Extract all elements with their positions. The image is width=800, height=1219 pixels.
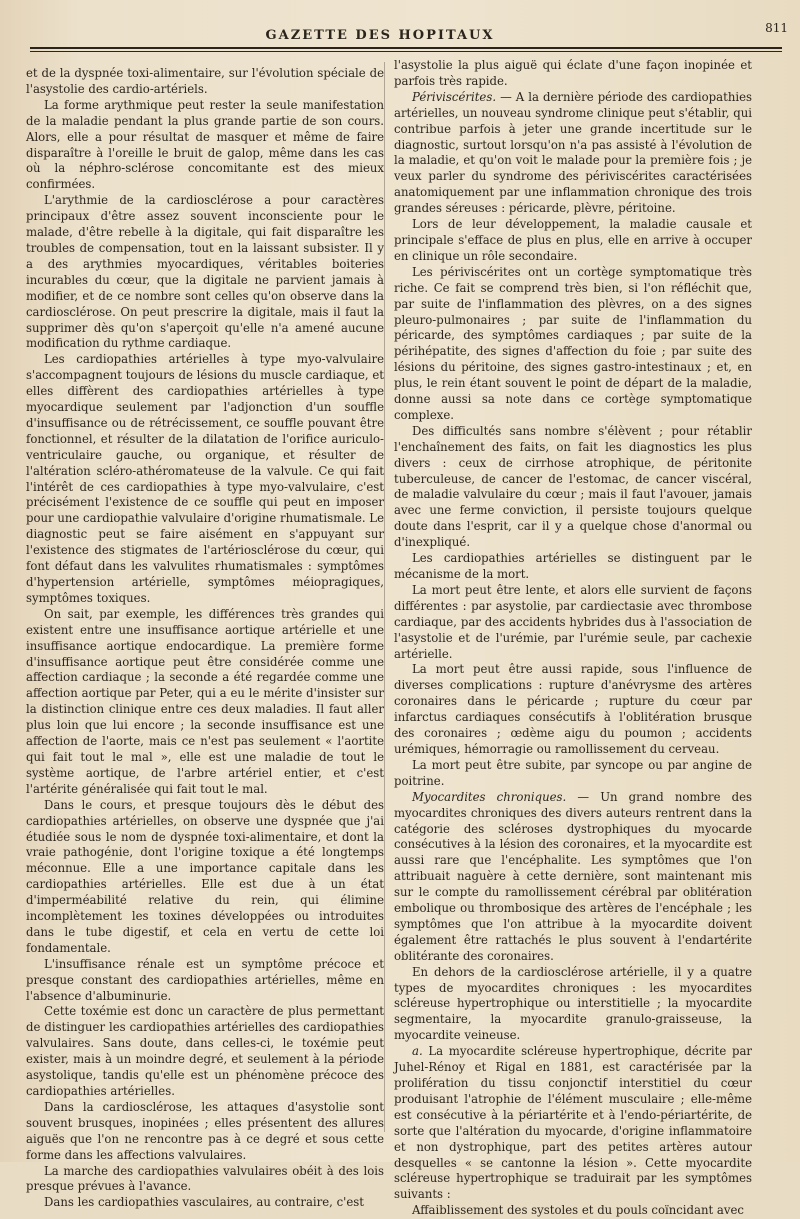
paragraph-text: — A la dernière période des cardiopathies artérielles, un nouveau syndrome clinique peut s'établir, qui contribue parfois à jeter une grande incertitude sur le diagnostic, surtout lorsqu'on n'a pas assisté à l'évolution de la maladie, et qu'on voit le malade pour la première fois ; je veux parler du syndrome des périviscérites caractérisées anatomiquement par une inflammation chronique des trois grandes séreuses : péricarde, plèvre, péritoine. <box>394 89 752 216</box>
paragraph-text: Affaiblissement des systoles et du pouls coïncidant avec <box>412 1203 744 1218</box>
journal-title: GAZETTE DES HOPITAUX <box>265 28 495 43</box>
paragraph-text: La mort peut être aussi rapide, sous l'influence de diverses complications : rupture d'anévrysme des artères coronaires dans le péricarde ; rupture du cœur par infarctus cardiaques consécutifs à l'oblitération brusque des coronaires ; œdème aigu du poumon ; accidents urémiques, hémorragie ou ramollissement du cerveau. <box>394 662 752 756</box>
column-divider <box>384 62 385 1132</box>
paragraph <box>394 758 752 790</box>
paragraph-text: l'asystolie la plus aiguë qui éclate d'une façon inopinée et parfois très rapide. <box>394 58 752 88</box>
paragraph <box>26 798 384 957</box>
paragraph <box>394 551 752 583</box>
paragraph <box>26 352 384 607</box>
paragraph <box>394 90 752 217</box>
paragraph <box>394 1044 752 1203</box>
section-heading: a. <box>412 1044 423 1059</box>
paragraph <box>26 1164 384 1196</box>
paragraph-text: Les cardiopathies artérielles se distinguent par le mécanisme de la mort. <box>394 551 752 581</box>
paragraph-text: La forme arythmique peut rester la seule manifestation de la maladie pendant la plus grande partie de son cours. Alors, elle a pour résultat de masquer et même de faire disparaître à l'oreille le bruit de galop, même dans les cas où la néphro-sclérose concomitante est des mieux confirmées. <box>26 97 384 192</box>
paragraph-text: La mort peut être lente, et alors elle survient de façons différentes : par asystolie, par cardiectasie avec thrombose cardiaque, par des accidents hybrides dus à l'association de l'asystolie et de l'urémie, par l'urémie seule, par cachexie artérielle. <box>394 582 752 661</box>
paragraph-text: Cette toxémie est donc un caractère de plus permettant de distinguer les cardiopathies artérielles des cardiopathies valvulaires. Sans doute, dans celles-ci, le toxémie peut exister, mais à un moindre degré, et seulement à la période asystolique, tandis qu'elle est un phénomène précoce des cardiopathies artérielles. <box>26 1004 384 1098</box>
paragraph-text: En dehors de la cardiosclérose artérielle, il y a quatre types de myocardites chroniques : les myocardites scléreuse hypertrophique ou interstitielle ; la myocardite segmentaire, la myocardite granulo-graisseuse, la myocardite veineuse. <box>394 964 752 1043</box>
paragraph <box>394 265 752 424</box>
paragraph-text: L'arythmie de la cardiosclérose a pour caractères principaux d'être assez souvent inconsciente pour le malade, d'être rebelle à la digitale, qui fait disparaître les troubles de compensation, tout en la laissant subsister. Il y a des arythmies myocardiques, véritables boiteries incurables du cœur, que la digitale ne parvient jamais à modifier, et de ce nombre sont celles qu'on observe dans la cardiosclérose. On peut prescrire la digitale, mais il faut la supprimer dès qu'on s'aperçoit qu'elle n'a amené aucune modification du rythme cardiaque. <box>26 193 384 351</box>
paragraph <box>394 662 752 757</box>
paragraph <box>26 957 384 1005</box>
paragraph <box>26 1004 384 1099</box>
section-heading: Périviscérites. <box>412 89 497 104</box>
paragraph-text: Dans le cours, et presque toujours dès le début des cardiopathies artérielles, on observe une dyspnée que j'ai étudiée sous le nom de dyspnée toxi-alimentaire, et dont la vraie pathogénie, dont l'origine toxique a été longtemps méconnue. Elle a une importance capitale dans les cardiopathies artérielles. Elle est due à un état d'imperméabilité relative du rein, qui élimine incomplètement les toxines développées ou introduites dans le tube digestif, et cela en vertu de cette loi fondamentale. <box>26 797 384 955</box>
paragraph <box>394 217 752 265</box>
page-number: 811 <box>765 21 788 35</box>
paragraph-text: Lors de leur développement, la maladie causale et principale s'efface de plus en plus, elle en arrive à occuper en clinique un rôle secondaire. <box>394 217 752 263</box>
right-column <box>394 58 752 1218</box>
paragraph-text: et de la dyspnée toxi-alimentaire, sur l'évolution spéciale de l'asystolie des cardio-artériels. <box>26 66 384 96</box>
paragraph <box>26 66 384 98</box>
paragraph-text: La marche des cardiopathies valvulaires obéit à des lois presque prévues à l'avance. <box>26 1163 384 1194</box>
paragraph-text: L'insuffisance rénale est un symptôme précoce et presque constant des cardiopathies artérielles, même en l'absence d'albuminurie. <box>26 956 384 1003</box>
paragraph <box>26 607 384 798</box>
paragraph <box>26 1100 384 1164</box>
paragraph <box>26 1195 384 1211</box>
paragraph-text: Les cardiopathies artérielles à type myo-valvulaire s'accompagnent toujours de lésions du muscle cardiaque, et elles diffèrent des cardiopathies artérielles à type myocardique seulement par l'adjonction d'un souffle d'insuffisance ou de rétrécissement, ce souffle pouvant être fonctionnel, et résulter de la dilatation de l'orifice auriculo-ventriculaire gauche, ou organique, et résulter de l'altération scléro-athéromateuse de la valvule. Ce qui fait l'intérêt de ces cardiopathies à type myo-valvulaire, c'est précisément l'existence de ce souffle qui peut en imposer pour une cardiopathie valvulaire d'origine rhumatismale. Le diagnostic peut se faire aisément en s'appuyant sur l'existence des stigmates de l'artériosclérose du cœur, qui font défaut dans les valvulites rhumatismales : symptômes d'hypertension artérielle, symptômes méiopragiques, symptômes toxiques. <box>26 352 384 605</box>
paragraph <box>394 965 752 1045</box>
paragraph <box>394 58 752 90</box>
paragraph <box>394 424 752 551</box>
left-column <box>26 66 384 1210</box>
paragraph <box>26 193 384 352</box>
header-rule-thick <box>30 47 782 49</box>
paragraph <box>394 583 752 663</box>
paragraph-text: Dans la cardiosclérose, les attaques d'asystolie sont souvent brusques, inopinées ; elles présentent des allures aiguës que l'on ne rencontre pas à ce degré et sous cette forme dans les affections valvulaires. <box>26 1099 384 1162</box>
paragraph-text: Dans les cardiopathies vasculaires, au contraire, c'est <box>44 1195 364 1210</box>
paragraph-text: La mort peut être subite, par syncope ou par angine de poitrine. <box>394 757 752 788</box>
header-rule-thin <box>30 51 782 52</box>
paragraph-text: On sait, par exemple, les différences très grandes qui existent entre une insuffisance aortique artérielle et une insuffisance aortique endocardique. La première forme d'insuffisance aortique peut être considérée comme une affection cardiaque ; la seconde a été regardée comme une affection aortique par Peter, qui a eu le mérite d'insister sur la distinction clinique entre ces deux maladies. Il faut aller plus loin que lui encore ; la seconde insuffisance est une affection de l'aorte, mais ce n'est pas seulement « l'aortite qui fait tout le mal », elle est une maladie de tout le système aortique, de l'arbre artériel entier, et c'est l'artérite généralisée qui fait tout le mal. <box>26 606 384 796</box>
page-header <box>30 18 790 58</box>
paragraph-text: Des difficultés sans nombre s'élèvent ; pour rétablir l'enchaînement des faits, on fait les diagnostics les plus divers : ceux de cirrhose atrophique, de péritonite tuberculeuse, de cancer de l'estomac, de cancer viscéral, de maladie valvulaire du cœur ; mais il faut l'avouer, jamais avec une ferme conviction, il persiste toujours quelque doute dans l'esprit, car il y a quelque chose d'anormal ou d'inexpliqué. <box>394 423 752 550</box>
paragraph-text: La myocardite scléreuse hypertrophique, décrite par Juhel-Rénoy et Rigal en 1881, est caractérisée par la prolifération du tissu conjonctif interstitiel du cœur produisant l'atrophie de l'élément musculaire ; elle-même est consécutive à la périartérite et à l'endo-périartérite, de sorte que l'altération du myocarde, d'origine inflammatoire et non dystrophique, part des petites artères autour desquelles « se cantonne la lésion ». Cette myocardite scléreuse hypertrophique se traduirait par les symptômes suivants : <box>394 1044 752 1202</box>
paragraph <box>26 98 384 193</box>
paragraph <box>394 790 752 965</box>
paragraph <box>394 1203 752 1219</box>
paragraph-text: — Un grand nombre des myocardites chroniques des divers auteurs rentrent dans la catégorie des scléroses dystrophiques du myocarde consécutives à la lésion des coronaires, et la myocardite est aussi rare que l'encéphalite. Les symptômes que l'on attribuait naguère à cette dernière, sont maintenant mis sur le compte du ramollissement cérébral par oblitération embolique ou thrombosique des artères de l'encéphale ; les symptômes que l'on attribue à la myocardite doivent également être rattachés le plus souvent à l'endartérite oblitérante des coronaires. <box>394 789 752 963</box>
section-heading: Myocardites chroniques. <box>412 789 567 804</box>
paragraph-text: Les périviscérites ont un cortège symptomatique très riche. Ce fait se comprend très bien, si l'on réfléchit que, par suite de l'inflammation des plèvres, on a des signes pleuro-pulmonaires ; par suite de l'inflammation du péricarde, des symptômes cardiaques ; par suite de la périhépatite, des signes d'affection du foie ; par suite des lésions du péritoine, des signes gastro-intestinaux ; et, en plus, le rein étant souvent le point de départ de la maladie, donne aussi sa note dans ce cortège symptomatique complexe. <box>394 264 752 422</box>
